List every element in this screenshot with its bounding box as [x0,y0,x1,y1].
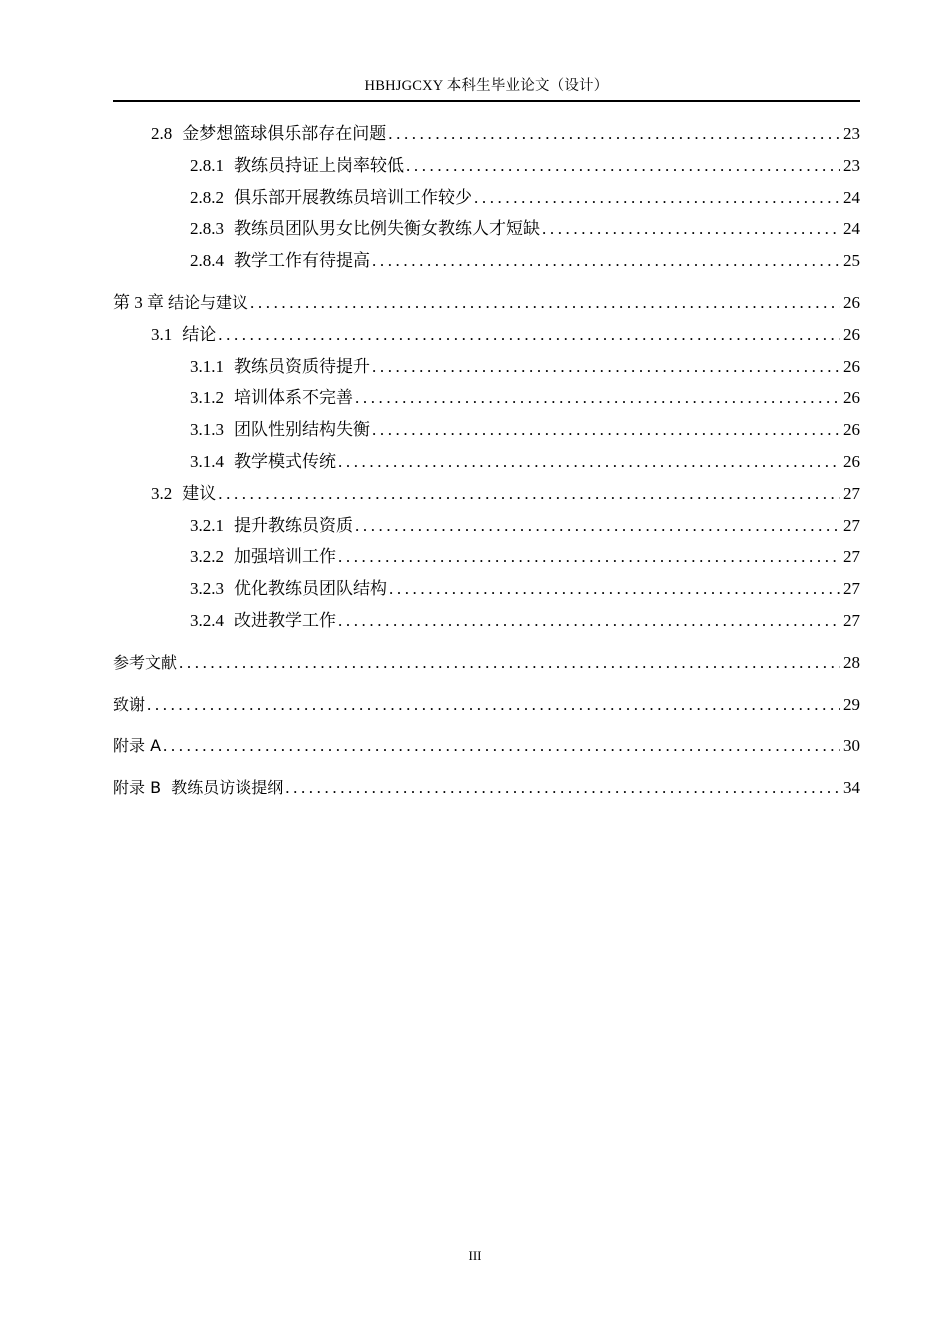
toc-entry-3-2[interactable] [113,478,860,510]
toc-entry-page: 24 [843,219,860,239]
toc-entry-page: 29 [843,694,860,714]
toc-entry-3-2-4[interactable] [113,605,860,637]
toc-entry-page: 26 [843,356,860,376]
toc-entry-references[interactable] [113,647,860,679]
toc-dot-leader [216,319,840,351]
toc-entry-title: 教练员资质待提升 [234,356,370,376]
page-number: III [468,1248,482,1263]
toc-entry-page: 27 [843,483,860,503]
toc-entry-number: 2.8.3 [190,219,224,239]
toc-entry-2-8-3[interactable] [113,213,860,245]
toc-dot-leader [353,382,840,414]
toc-entry-3-1-2[interactable] [113,382,860,414]
toc-entry-3-1-1[interactable] [113,351,860,383]
toc-entry-3-1-3[interactable] [113,414,860,446]
toc-entry-title: 优化教练员团队结构 [234,579,387,599]
toc-entry-number: 2.8.2 [190,187,224,207]
header-title: HBHJGCXY 本科生毕业论文（设计） [364,78,609,94]
toc-dot-leader [283,772,840,804]
toc-entry-title: 加强培训工作 [234,547,336,567]
toc-entry-number: 2.8 [151,124,173,143]
toc-entry-title: 金梦想篮球俱乐部存在问题 [182,124,387,143]
toc-entry-page: 23 [843,155,860,175]
toc-entry-number: 3.1.3 [190,420,224,440]
toc-entry-page: 26 [843,292,860,312]
toc-dot-leader [336,605,840,637]
toc-entry-number: 3.2.4 [190,610,224,630]
toc-entry-number: 3.1.1 [190,356,224,376]
toc-dot-leader [177,647,840,679]
toc-entry-title: 结论与建议 [168,292,249,312]
toc-entry-2-8-4[interactable] [113,245,860,277]
toc-dot-leader [370,245,840,277]
toc-entry-2-8[interactable] [113,118,860,150]
toc-entry-2-8-2[interactable] [113,182,860,214]
toc-entry-number: 第 3 章 [113,292,164,312]
toc-dot-leader [248,287,840,319]
toc-dot-leader [386,118,840,150]
toc-dot-leader [404,150,840,182]
toc-dot-leader [336,541,840,573]
toc-entry-number: 3.2.2 [190,547,224,567]
toc-entry-number: 2.8.4 [190,251,224,271]
toc-dot-leader [145,689,840,721]
toc-entry-number: 3.2 [151,483,173,503]
toc-dot-leader [540,213,840,245]
toc-entry-chapter-3[interactable] [113,287,860,319]
toc-entry-title: 培训体系不完善 [234,388,353,408]
toc-dot-leader [336,446,840,478]
toc-dot-leader [370,351,840,383]
toc-entry-page: 24 [843,187,860,207]
toc-entry-acknowledgements[interactable] [113,689,860,721]
toc-entry-title: 教练员团队男女比例失衡女教练人才短缺 [234,219,540,239]
toc-entry-title: 附录 B 教练员访谈提纲 [113,778,284,798]
toc-dot-leader [370,414,840,446]
toc-entry-3-2-3[interactable] [113,573,860,605]
toc-entry-page: 25 [843,251,860,271]
toc-entry-title: 教学工作有待提高 [234,251,370,271]
toc-entry-number: 3.2.3 [190,579,224,599]
toc-entry-3-1[interactable] [113,319,860,351]
toc-entry-page: 26 [843,420,860,440]
toc-entry-3-1-4[interactable] [113,446,860,478]
toc-entry-page: 30 [843,736,860,756]
toc-entry-page: 34 [843,778,860,798]
toc-entry-page: 26 [843,324,860,344]
page-header [113,76,860,102]
toc-entry-2-8-1[interactable] [113,150,860,182]
toc-entry-title: 参考文献 [113,652,178,672]
toc-entry-appendix-b[interactable] [113,772,860,804]
toc-entry-number: 3.2.1 [190,515,224,535]
toc-entry-appendix-a[interactable] [113,730,860,762]
toc-entry-title: 教练员持证上岗率较低 [234,155,404,175]
toc-dot-leader [387,573,840,605]
toc-entry-page: 27 [843,610,860,630]
toc-entry-title: 提升教练员资质 [234,515,353,535]
toc-entry-number: 3.1.4 [190,451,224,471]
toc-entry-3-2-2[interactable] [113,541,860,573]
toc-entry-number: 2.8.1 [190,155,224,175]
toc-entry-page: 26 [843,451,860,471]
toc-dot-leader [216,478,840,510]
toc-entry-page: 23 [843,124,860,143]
toc-entry-page: 27 [843,515,860,535]
toc-entry-3-2-1[interactable] [113,510,860,542]
toc-entry-page: 27 [843,547,860,567]
toc-entry-page: 26 [843,388,860,408]
table-of-contents [113,118,860,804]
toc-entry-title: 教学模式传统 [234,451,336,471]
toc-dot-leader [353,510,840,542]
toc-entry-title: 俱乐部开展教练员培训工作较少 [234,187,472,207]
toc-entry-title: 致谢 [113,694,146,714]
toc-entry-title: 建议 [182,483,217,503]
toc-entry-number: 3.1.2 [190,388,224,408]
toc-entry-title: 附录 A [113,736,162,756]
toc-entry-title: 结论 [182,324,217,344]
toc-entry-page: 27 [843,579,860,599]
toc-entry-number: 3.1 [151,324,173,344]
toc-entry-title: 改进教学工作 [234,610,336,630]
toc-dot-leader [161,730,840,762]
toc-entry-title: 团队性别结构失衡 [234,420,370,440]
toc-entry-page: 28 [843,652,860,672]
toc-dot-leader [472,182,840,214]
